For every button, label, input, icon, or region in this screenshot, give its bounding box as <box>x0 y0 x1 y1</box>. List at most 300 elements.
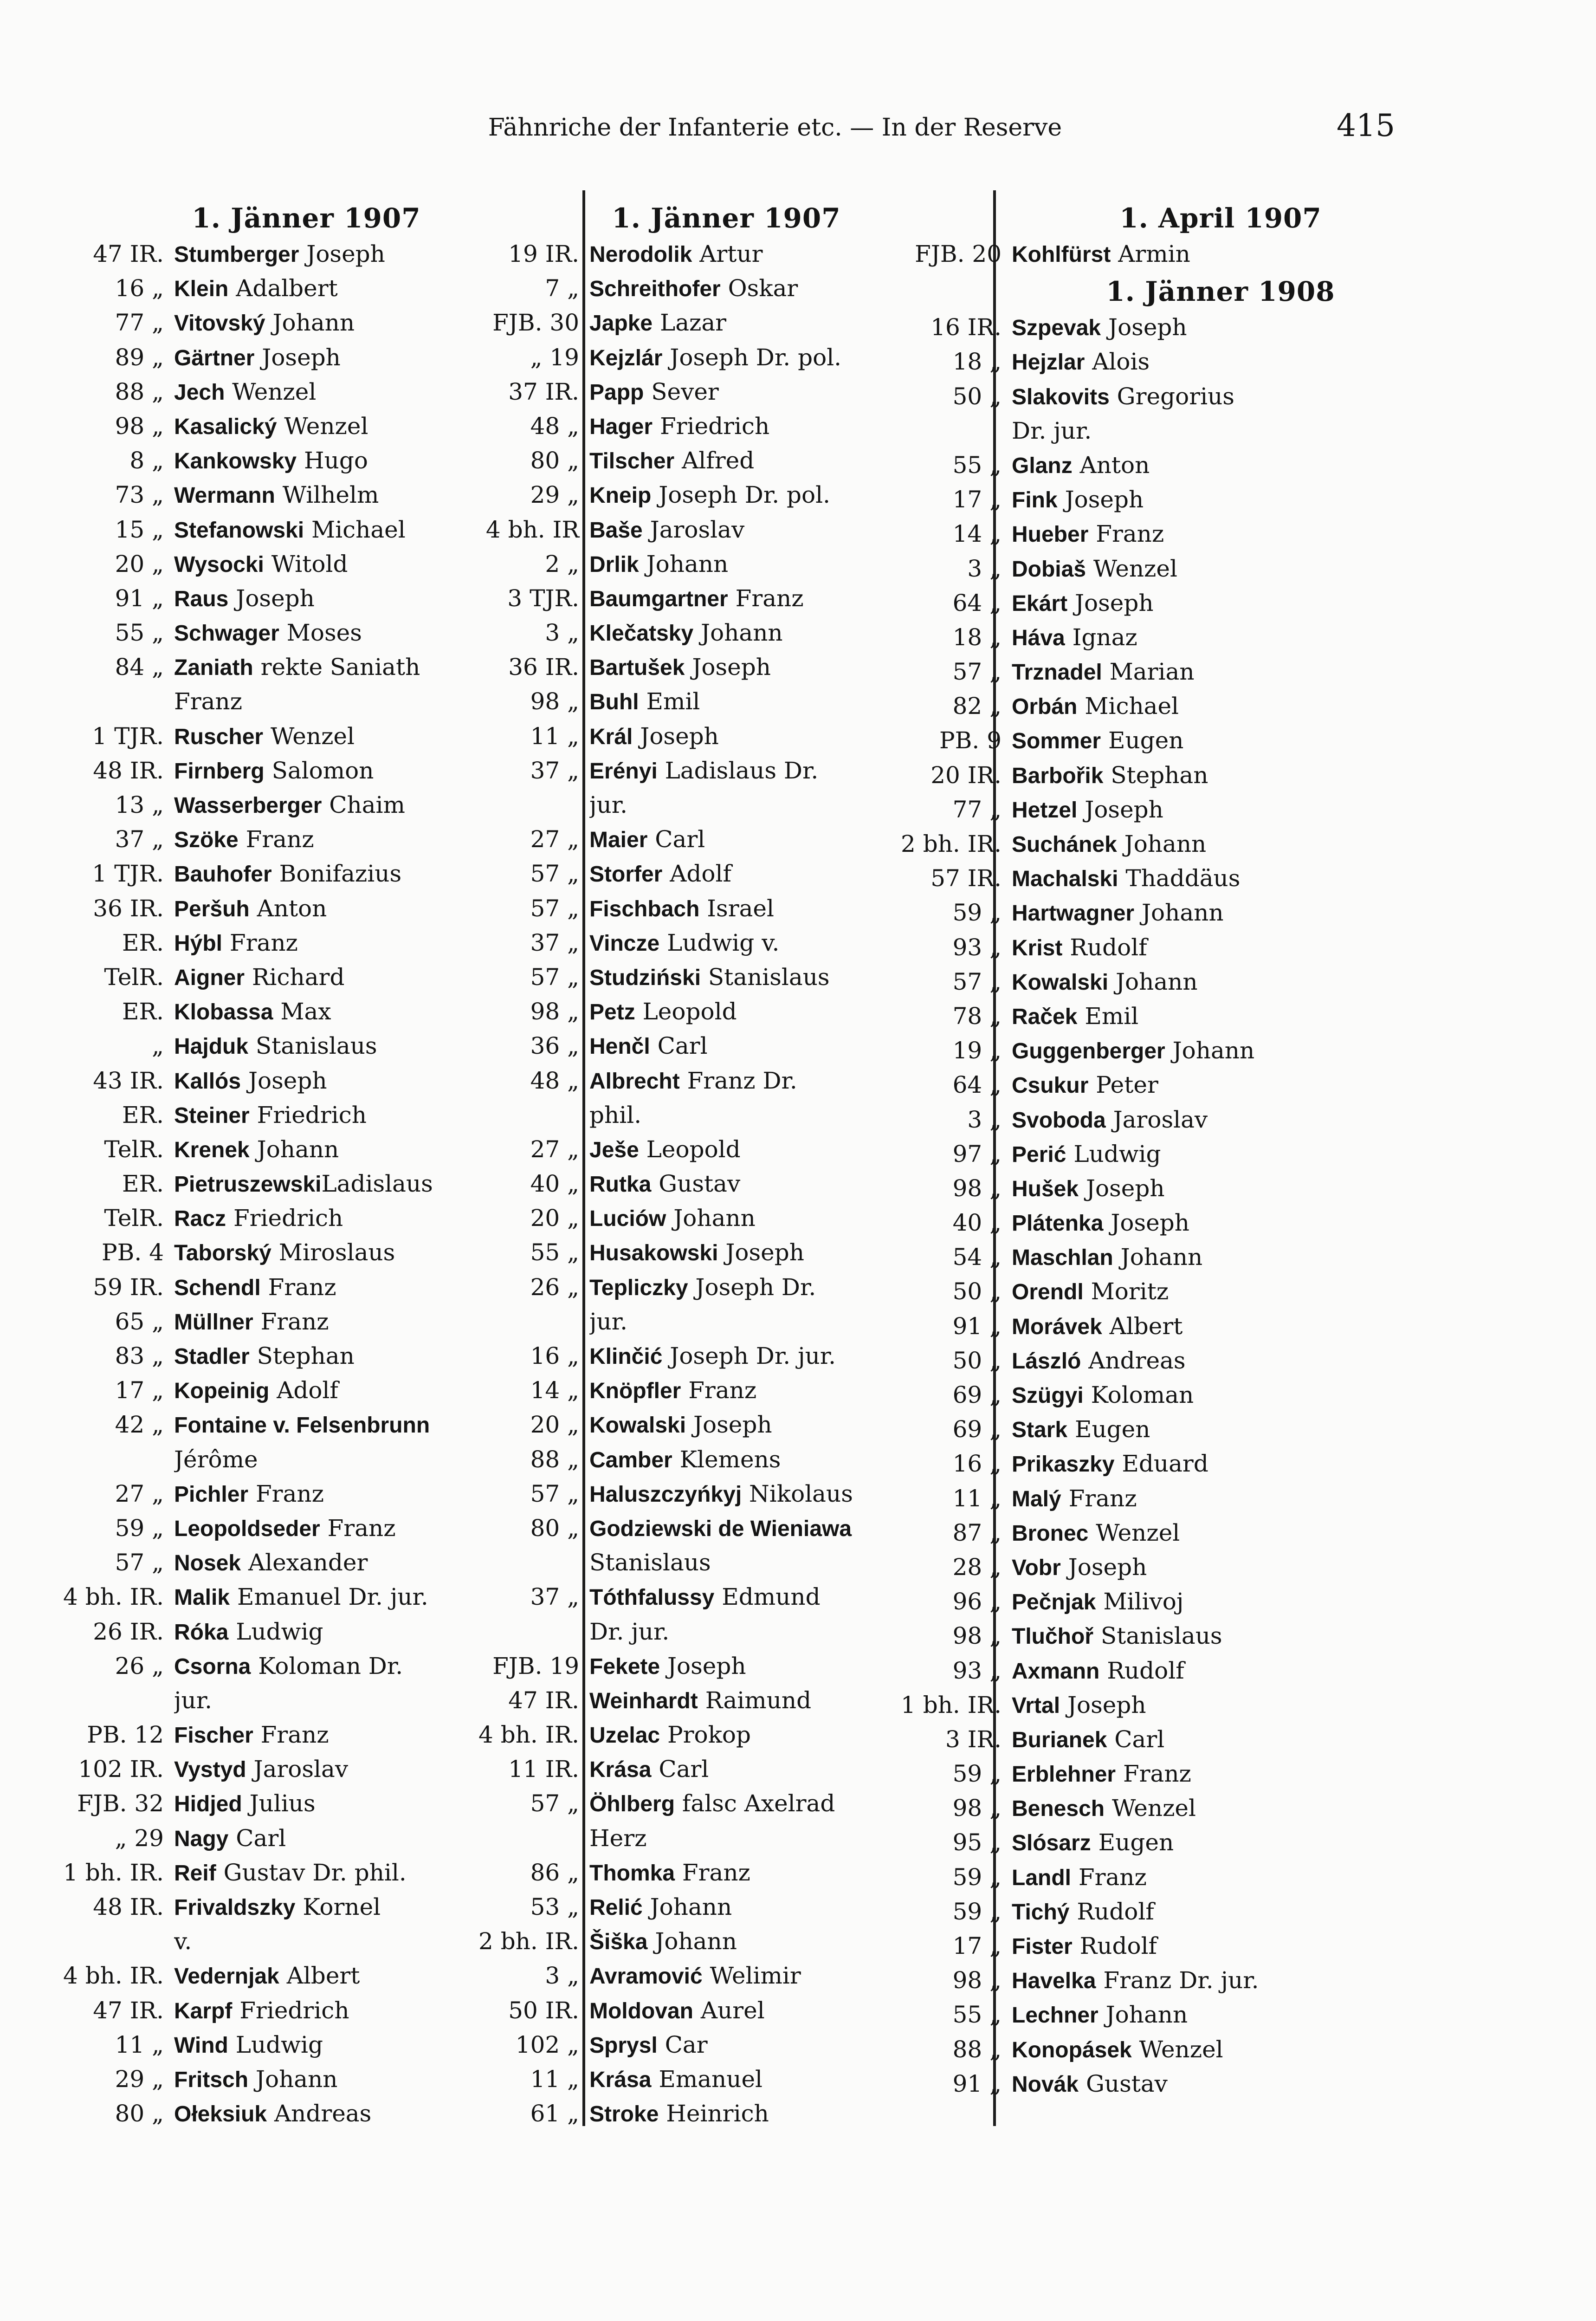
person-name <box>1012 1137 1545 1171</box>
surname: Vrtal <box>1012 1693 1060 1718</box>
unit-code: 37 IR. <box>508 378 579 405</box>
given-name: Stanislaus <box>589 1549 711 1576</box>
given-name: Andreas <box>267 2100 372 2127</box>
unit-code: 77 „ <box>115 309 164 337</box>
given-name: Wenzel <box>1088 1519 1180 1546</box>
surname: Schwager <box>174 621 279 646</box>
unit-code: 83 „ <box>115 1342 164 1369</box>
surname: Firnberg <box>174 759 265 784</box>
surname: Krása <box>589 2067 652 2092</box>
person-name <box>1012 1619 1545 1653</box>
surname: Frivaldszky <box>174 1895 296 1920</box>
unit-code: 19 „ <box>952 1037 1002 1064</box>
unit-code: 4 bh. IR <box>485 516 579 543</box>
unit-code: 18 „ <box>952 623 1002 651</box>
unit-code: 26 „ <box>115 1652 164 1679</box>
given-name: Joseph <box>1079 1174 1165 1202</box>
given-name: Carl <box>647 826 705 853</box>
surname: Krenek <box>174 1137 250 1162</box>
person-name <box>1012 1825 1545 1860</box>
unit-code: 29 „ <box>530 481 579 509</box>
roster-entry <box>896 1309 1545 1343</box>
roster-entry <box>896 930 1545 965</box>
given-name: Joseph <box>1103 1209 1189 1237</box>
surname: Suchánek <box>1012 832 1117 857</box>
surname: Japke <box>589 311 653 336</box>
unit-code: 64 „ <box>952 589 1002 616</box>
unit-code: 42 „ <box>115 1411 164 1439</box>
surname: Šiška <box>589 1930 648 1955</box>
unit-code <box>469 1098 589 1132</box>
given-name: Johann <box>1117 830 1207 857</box>
page-number: 415 <box>1337 108 1395 143</box>
unit-code: 50 „ <box>952 383 1002 410</box>
given-name: Welimir <box>702 1962 801 1990</box>
surname: Csorna <box>174 1654 251 1679</box>
unit-code: 16 „ <box>530 1342 579 1369</box>
unit-code: „ 29 <box>115 1824 164 1852</box>
unit-code: 80 „ <box>530 1514 579 1542</box>
unit-code: 14 „ <box>952 520 1002 548</box>
unit-code <box>42 684 174 719</box>
person-name <box>1012 2067 1545 2101</box>
surname: Kowalski <box>1012 970 1109 995</box>
surname: Relić <box>589 1895 643 1920</box>
given-name: Alfred <box>674 447 755 474</box>
person-name <box>1012 1929 1545 1963</box>
person-name <box>1012 620 1545 655</box>
surname: Taborský <box>174 1241 271 1266</box>
surname: Slakovits <box>1012 384 1110 409</box>
given-name: Joseph <box>1101 314 1187 341</box>
given-name: Johann <box>1113 1244 1203 1271</box>
roster-entry <box>896 482 1545 517</box>
given-name: Johann <box>647 1928 737 1955</box>
roster-entry <box>896 517 1545 551</box>
given-name: Joseph <box>1060 1691 1146 1718</box>
given-name: Adolf <box>662 860 731 888</box>
surname: Kohlfürst <box>1012 242 1111 267</box>
surname: Petz <box>589 1000 635 1025</box>
surname: Vitovský <box>174 311 265 336</box>
given-name: Anton <box>1072 451 1150 479</box>
given-name: Chaim <box>322 791 405 818</box>
unit-code: 53 „ <box>530 1893 579 1920</box>
given-name: Alexander <box>241 1549 368 1576</box>
unit-code: 57 IR. <box>930 865 1002 892</box>
unit-code: 17 „ <box>952 1932 1002 1959</box>
given-name: Carl <box>1107 1725 1165 1753</box>
surname: Sommer <box>1012 729 1101 754</box>
given-name: Johann <box>642 1893 732 1920</box>
unit-code: 3 IR. <box>945 1725 1002 1753</box>
given-name: Lazar <box>653 309 727 337</box>
given-name: Ludwig <box>228 1618 323 1645</box>
surname: Fister <box>1012 1934 1073 1959</box>
given-name: Franz <box>728 584 804 612</box>
unit-code: 55 „ <box>952 2001 1002 2029</box>
roster-entry <box>896 999 1545 1033</box>
person-name <box>1012 379 1545 414</box>
given-name: Car <box>657 2031 708 2058</box>
surname: Fontaine v. Felsenbrunn <box>174 1413 430 1438</box>
given-name: Joseph <box>633 722 719 750</box>
given-name: Ignaz <box>1065 623 1137 651</box>
surname: László <box>1012 1349 1081 1374</box>
surname: Bronec <box>1012 1521 1089 1546</box>
unit-code: 37 „ <box>115 826 164 853</box>
given-name: Artur <box>692 240 763 267</box>
surname: Schendl <box>174 1275 261 1300</box>
given-name: Franz <box>1116 1760 1191 1788</box>
unit-code <box>469 1304 589 1339</box>
unit-code: TelR. <box>104 1205 164 1232</box>
unit-code: 98 „ <box>952 1174 1002 1202</box>
unit-code: 91 „ <box>952 2070 1002 2097</box>
surname: Róka <box>174 1620 229 1645</box>
roster-entry <box>896 895 1545 930</box>
given-name: Johann <box>639 550 729 577</box>
given-name: Ludwig <box>1066 1140 1161 1167</box>
roster-entry <box>896 1894 1545 1929</box>
roster-entry <box>896 1688 1545 1722</box>
given-name: Ludwig <box>228 2031 323 2058</box>
unit-code: 2 „ <box>545 550 579 577</box>
given-name: phil. <box>589 1101 642 1128</box>
unit-code: ER. <box>122 929 164 956</box>
unit-code: 4 bh. IR. <box>478 1721 579 1749</box>
given-name: Joseph <box>686 1411 772 1439</box>
surname: Klečatsky <box>589 621 694 646</box>
unit-code: 47 IR. <box>93 240 164 267</box>
given-name: Bonifazius <box>271 860 402 888</box>
unit-code: 50 „ <box>952 1347 1002 1374</box>
unit-code: 20 „ <box>530 1411 579 1439</box>
given-name: Julius <box>242 1790 316 1817</box>
unit-code: 8 „ <box>129 447 164 474</box>
unit-code: ER. <box>122 1101 164 1128</box>
surname: Pečnjak <box>1012 1590 1096 1615</box>
given-name: Sever <box>644 378 719 405</box>
given-name: Wilhelm <box>275 481 379 509</box>
given-name: Michael <box>304 516 406 543</box>
roster-entry <box>896 1584 1545 1619</box>
given-name: Franz <box>174 688 242 715</box>
unit-code: 1 TJR. <box>92 722 164 750</box>
given-name: Johann <box>248 2065 338 2093</box>
surname: Studziński <box>589 965 701 990</box>
given-name: Franz <box>248 1480 324 1507</box>
person-name <box>1012 344 1545 379</box>
given-name: Franz Dr. jur. <box>1096 1967 1259 1994</box>
surname: Hager <box>589 414 653 439</box>
person-name <box>1012 1309 1545 1343</box>
surname: Krist <box>1012 935 1063 960</box>
surname: Prikaszky <box>1012 1452 1115 1477</box>
surname: Baše <box>589 518 643 543</box>
roster-entry <box>896 1206 1545 1240</box>
person-name <box>1012 895 1545 930</box>
given-name: Johann <box>1165 1037 1255 1064</box>
unit-code: 20 „ <box>530 1205 579 1232</box>
surname: Erényi <box>589 759 658 784</box>
given-name: Koloman <box>1083 1381 1194 1408</box>
given-name: Herz <box>589 1824 647 1852</box>
person-name <box>1012 1206 1545 1240</box>
unit-code: 3 „ <box>545 619 579 647</box>
surname: Orendl <box>1012 1280 1084 1305</box>
roster-entry <box>896 551 1545 586</box>
given-name: Franz <box>253 1308 329 1335</box>
unit-code: 17 „ <box>952 486 1002 513</box>
unit-code: 11 „ <box>952 1485 1002 1512</box>
unit-code: 57 „ <box>530 963 579 991</box>
surname: Wermann <box>174 483 275 508</box>
person-name <box>1012 1033 1545 1068</box>
surname: Axmann <box>1012 1659 1100 1684</box>
unit-code: 69 „ <box>952 1381 1002 1408</box>
person-name <box>1012 723 1545 758</box>
given-name: Friedrich <box>232 1997 349 2024</box>
given-name: Joseph Dr. jur. <box>662 1342 836 1369</box>
unit-code: 80 „ <box>530 447 579 474</box>
unit-code: 57 „ <box>115 1549 164 1576</box>
given-name: Moritz <box>1083 1278 1169 1305</box>
given-name: Israel <box>699 895 775 922</box>
surname: Papp <box>589 380 644 405</box>
roster-entry <box>896 655 1545 689</box>
surname: Vincze <box>589 931 660 956</box>
surname: Pichler <box>174 1482 249 1507</box>
surname: Hajduk <box>174 1034 249 1059</box>
given-name: Friedrich <box>226 1205 343 1232</box>
surname: Burianek <box>1012 1727 1107 1752</box>
given-name: Emanuel <box>651 2065 763 2093</box>
roster-entry <box>896 1653 1545 1688</box>
roster-entry <box>896 1378 1545 1412</box>
given-name: Carl <box>650 1032 708 1060</box>
unit-code: 4 bh. IR. <box>63 1583 164 1611</box>
given-name: rekte Saniath <box>253 654 420 681</box>
unit-code <box>896 414 1012 448</box>
given-name: Thaddäus <box>1118 865 1241 892</box>
unit-code: 16 „ <box>952 1450 1002 1478</box>
given-name: falsc Axelrad <box>675 1790 835 1817</box>
surname: Hidjed <box>174 1792 242 1817</box>
surname: Morávek <box>1012 1314 1102 1339</box>
surname: Uzelac <box>589 1723 660 1748</box>
roster-entry <box>896 1825 1545 1860</box>
unit-code: 59 „ <box>952 1863 1002 1891</box>
surname: Fekete <box>589 1654 660 1679</box>
surname: Kopeinig <box>174 1379 270 1404</box>
given-name: Peter <box>1088 1071 1158 1099</box>
given-name: Albert <box>279 1962 360 1990</box>
unit-code: 2 bh. IR. <box>478 1928 579 1955</box>
surname: Kejzlár <box>589 345 663 370</box>
person-name <box>1012 792 1545 827</box>
given-name: Ladislaus <box>321 1170 433 1198</box>
roster-entry <box>896 1791 1545 1825</box>
surname: Knöpfler <box>589 1379 681 1404</box>
given-name: Johann <box>1108 968 1198 995</box>
surname: Godziewski de Wieniawa <box>589 1516 852 1541</box>
given-name: Franz <box>681 1377 757 1404</box>
given-name: Eugen <box>1101 727 1184 754</box>
surname: Klinčić <box>589 1344 663 1369</box>
unit-code: 37 „ <box>530 1583 579 1611</box>
date-heading: 1. Jänner 1907 <box>612 202 841 234</box>
unit-code: 48 „ <box>530 412 579 440</box>
person-name <box>1012 1068 1545 1102</box>
unit-code: 48 IR. <box>93 757 164 784</box>
surname: Tóthfalussy <box>589 1585 715 1610</box>
roster-entry <box>896 827 1545 861</box>
person-name <box>1012 1343 1545 1378</box>
surname: Vobr <box>1012 1555 1061 1580</box>
given-name: Nikolaus <box>742 1480 853 1507</box>
surname: Csukur <box>1012 1073 1089 1098</box>
unit-code: 16 „ <box>115 275 164 302</box>
surname: Raček <box>1012 1004 1078 1029</box>
roster-entry <box>896 965 1545 999</box>
given-name: Eugen <box>1067 1416 1150 1443</box>
person-name <box>1012 1412 1545 1446</box>
given-name: Richard <box>245 963 345 991</box>
unit-code: 98 „ <box>952 1967 1002 1994</box>
surname: Wind <box>174 2033 228 2058</box>
roster-entry <box>896 792 1545 827</box>
unit-code <box>42 1683 174 1718</box>
unit-code: 97 „ <box>952 1140 1002 1167</box>
unit-code: 20 IR. <box>930 761 1002 789</box>
surname: Camber <box>589 1447 672 1472</box>
given-name: Emil <box>1077 1002 1139 1030</box>
roster-entry <box>896 1033 1545 1068</box>
unit-code: 15 „ <box>115 516 164 543</box>
surname: Storfer <box>589 862 663 887</box>
person-name <box>1012 2032 1545 2067</box>
surname: Fischer <box>174 1723 253 1748</box>
given-name: Gustav <box>651 1170 741 1198</box>
unit-code: 48 „ <box>530 1067 579 1094</box>
unit-code: 40 „ <box>952 1209 1002 1237</box>
given-name: Salomon <box>264 757 374 784</box>
surname: Stumberger <box>174 242 299 267</box>
surname: Slósarz <box>1012 1831 1091 1856</box>
surname: Maier <box>589 828 648 853</box>
unit-code: FJB. 32 <box>77 1790 164 1817</box>
person-name <box>1012 1860 1545 1894</box>
unit-code: 11 „ <box>115 2031 164 2058</box>
given-name: Raimund <box>698 1686 812 1714</box>
surname: Fischbach <box>589 896 700 921</box>
surname: Hýbl <box>174 931 223 956</box>
given-name: Rudolf <box>1069 1898 1154 1925</box>
roster-entry <box>896 1343 1545 1378</box>
given-name: Wenzel <box>1131 2036 1223 2063</box>
unit-code: 28 „ <box>952 1553 1002 1581</box>
unit-code: 3 „ <box>967 1106 1002 1133</box>
surname: Thomka <box>589 1861 675 1886</box>
person-name <box>1012 930 1545 965</box>
roster-entry <box>896 758 1545 792</box>
given-name: Marian <box>1102 658 1195 686</box>
unit-code: 98 „ <box>115 412 164 440</box>
unit-code: 3 „ <box>545 1962 579 1990</box>
surname: Hueber <box>1012 522 1089 547</box>
unit-code: 80 „ <box>115 2100 164 2127</box>
surname: Husakowski <box>589 1241 718 1266</box>
surname: Raus <box>174 586 229 611</box>
roster-entry <box>896 1412 1545 1446</box>
unit-code: 4 bh. IR. <box>63 1962 164 1990</box>
surname: Karpf <box>174 1998 233 2023</box>
person-name <box>1012 758 1545 792</box>
given-name: Eduard <box>1114 1450 1208 1478</box>
person-name <box>1012 1481 1545 1516</box>
given-name: Joseph <box>254 344 341 371</box>
given-name: Aurel <box>693 1997 765 2024</box>
roster-entry <box>896 1068 1545 1102</box>
surname: Bartušek <box>589 655 685 681</box>
unit-code: 26 „ <box>530 1273 579 1301</box>
unit-code: ER. <box>122 998 164 1025</box>
surname: Wysocki <box>174 552 264 577</box>
surname: Buhl <box>589 690 639 715</box>
given-name: Joseph <box>1067 589 1154 616</box>
roster-entry <box>896 1997 1545 2032</box>
column-3 <box>896 200 1545 2101</box>
given-name: Friedrich <box>653 412 770 440</box>
given-name: Leopold <box>639 1135 741 1163</box>
roster-entry <box>896 237 1545 271</box>
unit-code: 59 „ <box>952 899 1002 927</box>
person-name <box>1012 1378 1545 1412</box>
given-name: Dr. jur. <box>1012 417 1092 444</box>
roster-entry <box>896 344 1545 379</box>
unit-code: 96 „ <box>952 1588 1002 1615</box>
roster-entry <box>896 2067 1545 2101</box>
person-name <box>1012 1446 1545 1481</box>
unit-code: 78 „ <box>952 1002 1002 1030</box>
given-name: Moses <box>279 619 362 647</box>
given-name: Emil <box>639 688 700 715</box>
given-name: Milivoj <box>1096 1588 1184 1615</box>
given-name: Alois <box>1085 348 1150 376</box>
given-name: Joseph <box>241 1067 327 1094</box>
unit-code: 19 IR. <box>508 240 579 267</box>
unit-code: 37 „ <box>530 757 579 784</box>
given-name: Wenzel <box>225 378 317 405</box>
unit-code: 57 „ <box>530 1790 579 1817</box>
unit-code: 102 IR. <box>78 1756 164 1783</box>
given-name: Franz <box>222 929 298 956</box>
surname: Hetzel <box>1012 797 1078 823</box>
given-name: Johann <box>666 1205 756 1232</box>
given-name: v. <box>174 1928 192 1955</box>
given-name: Max <box>273 998 331 1025</box>
unit-code: 11 „ <box>530 2065 579 2093</box>
given-name: jur. <box>174 1686 213 1714</box>
surname: Racz <box>174 1206 226 1232</box>
surname: Klein <box>174 277 229 302</box>
surname: Havelka <box>1012 1969 1096 1994</box>
unit-code: 89 „ <box>115 344 164 371</box>
surname: Vedernjak <box>174 1964 279 1989</box>
person-name <box>1012 1550 1545 1584</box>
unit-code: ER. <box>122 1170 164 1198</box>
